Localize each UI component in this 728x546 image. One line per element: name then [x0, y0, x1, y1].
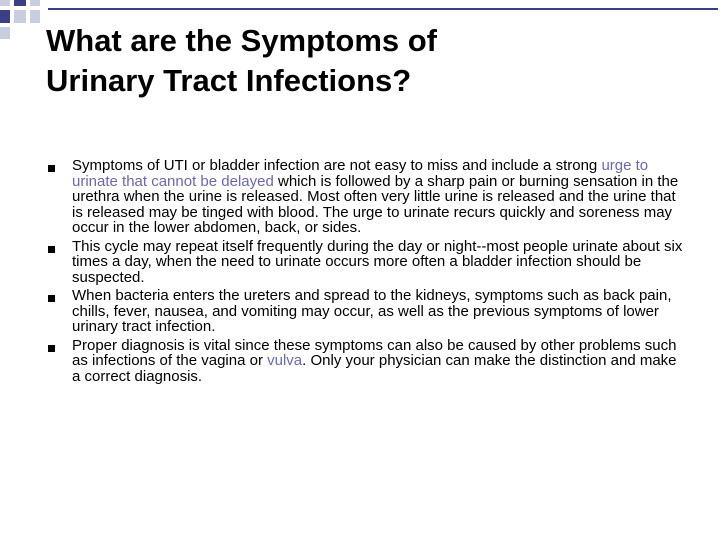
- bullet-item: [47, 158, 687, 236]
- square-bullet-icon: [48, 165, 55, 172]
- square-bullet-icon: [48, 295, 55, 302]
- bullet-text: Symptoms of UTI or bladder infection are not easy to miss and include a strong: [72, 157, 602, 174]
- decorative-block: [30, 10, 40, 23]
- square-bullet-icon: [48, 345, 55, 352]
- decorative-block: [30, 0, 40, 6]
- decorative-block: [0, 0, 10, 6]
- decorative-block: [0, 10, 10, 23]
- title-line-1: What are the Symptoms of: [46, 23, 437, 58]
- decorative-block: [0, 27, 10, 39]
- bullet-item: [47, 338, 687, 385]
- title-line-2: Urinary Tract Infections?: [46, 63, 412, 98]
- square-bullet-icon: [48, 246, 55, 253]
- bullet-text: which is followed by a sharp pain or burning sensation in the urethra when the urine is released. Most often very little urine is released and the urine that is released may be tinged with blood. The urge to urinate recurs quickly and soreness may occur in the lower abdomen, back, or sides.: [72, 172, 679, 236]
- urge-to-urinate-link[interactable]: urge to urinate that cannot be delayed: [72, 157, 649, 190]
- header-rule: [48, 8, 718, 10]
- bullet-item: [47, 239, 687, 286]
- bullet-text: Proper diagnosis is vital since these symptoms can also be caused by other problems such as infections of the vagina or: [72, 336, 677, 369]
- bullet-list: [47, 158, 687, 387]
- bullet-text: . Only your physician can make the distinction and make a correct diagnosis.: [72, 352, 677, 385]
- vulva-link[interactable]: vulva: [267, 352, 303, 369]
- bullet-text: When bacteria enters the ureters and spread to the kidneys, symptoms such as back pain, chills, fever, nausea, and vomiting may occur, as well as the previous symptoms of lower urinary tract infection.: [72, 287, 672, 335]
- decorative-block: [14, 0, 26, 6]
- bullet-text: This cycle may repeat itself frequently during the day or night--most people urinate about six times a day, when the need to urinate occurs more often a bladder infection should be suspected.: [72, 237, 683, 286]
- slide-title: [46, 21, 696, 101]
- decorative-block: [14, 10, 26, 23]
- bullet-item: [47, 288, 687, 335]
